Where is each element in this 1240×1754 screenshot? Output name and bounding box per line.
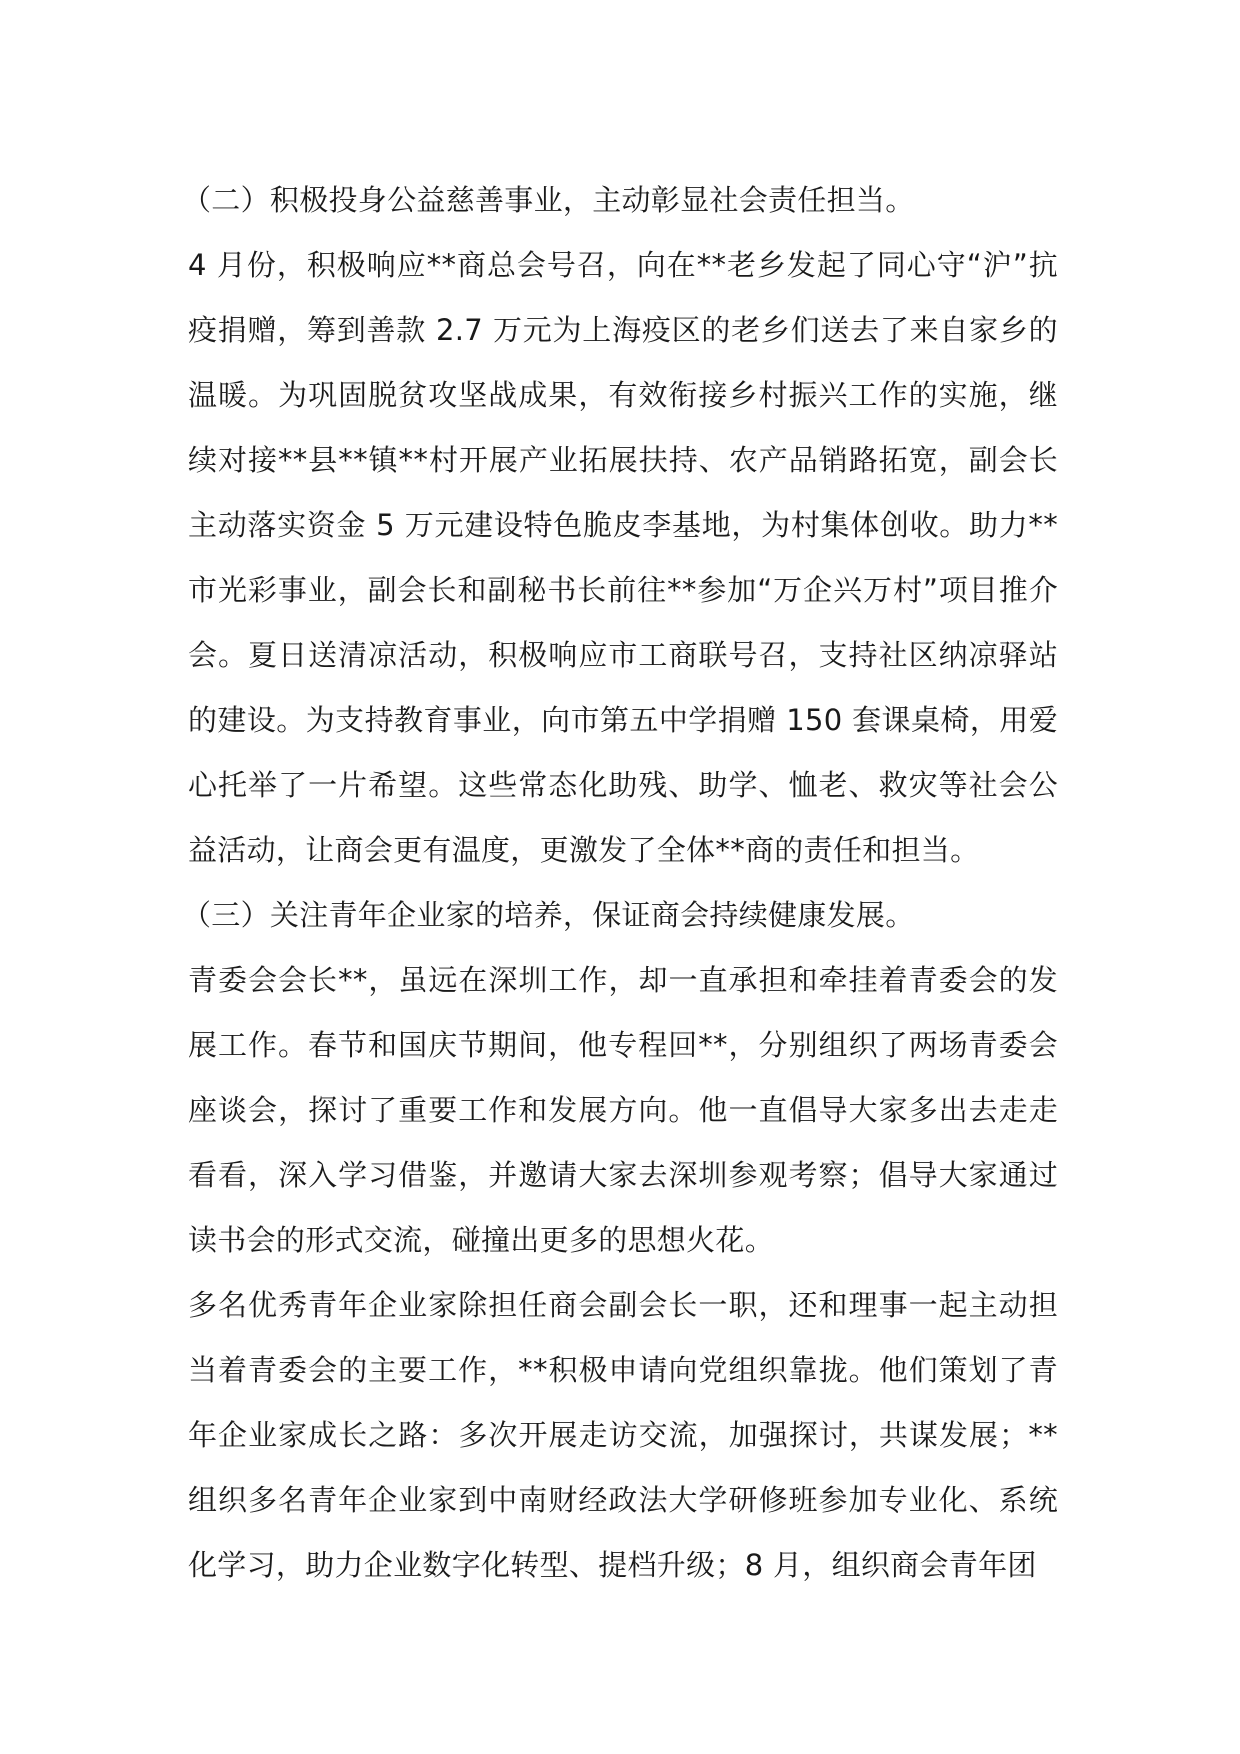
section-heading-3: （三）关注青年企业家的培养，保证商会持续健康发展。 — [182, 898, 915, 932]
document-body — [182, 168, 1058, 1598]
paragraph-charity: 4 月份，积极响应**商总会号召，向在**老乡发起了同心守“沪”抗疫捐赠，筹到善款 2.7 万元为上海疫区的老乡们送去了来自家乡的温暖。为巩固脱贫攻坚战成果，有效衔接乡村振兴工作的实施，继续对接**县**镇**村开展产业拓展扶持、农产品销路拓宽，副会长主动落实资金 5 万元建设特色脆皮李基地，为村集体创收。助力**市光彩事业，副会长和副秘书长前往**参加“万企兴万村”项目推介会。夏日送清凉活动，积极响应市工商联号召，支持社区纳凉驿站的建设。为支持教育事业，向市第五中学捐赠 150 套课桌椅，用爱心托举了一片希望。这些常态化助残、助学、恤老、救灾等社会公益活动，让商会更有温度，更激发了全体**商的责任和担当。 — [188, 248, 1058, 867]
section-heading-2: （二）积极投身公益慈善事业，主动彰显社会责任担当。 — [182, 183, 915, 217]
paragraph-young-entrepreneurs: 多名优秀青年企业家除担任商会副会长一职，还和理事一起主动担当着青委会的主要工作，**积极申请向党组织靠拢。他们策划了青年企业家成长之路：多次开展走访交流，加强探讨，共谋发展；**组织多名青年企业家到中南财经政法大学研修班参加专业化、系统化学习，助力企业数字化转型、提档升级；8 月，组织商会青年团 — [188, 1288, 1058, 1582]
paragraph-youth-committee: 青委会会长**，虽远在深圳工作，却一直承担和牵挂着青委会的发展工作。春节和国庆节期间，他专程回**，分别组织了两场青委会座谈会，探讨了重要工作和发展方向。他一直倡导大家多出去走走看看，深入学习借鉴，并邀请大家去深圳参观考察；倡导大家通过读书会的形式交流，碰撞出更多的思想火花。 — [188, 963, 1058, 1257]
